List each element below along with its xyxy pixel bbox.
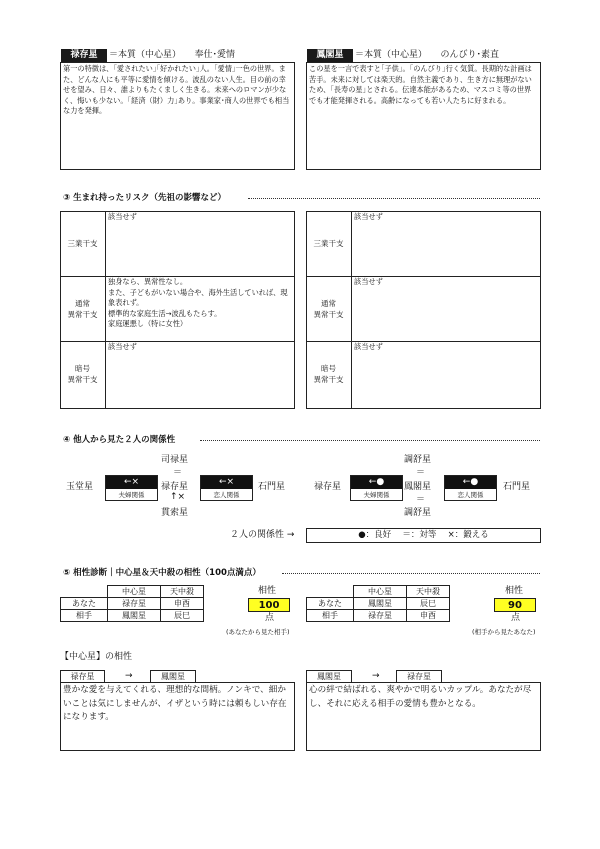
- compat-left-header-star: 中心星: [107, 585, 161, 598]
- risk-right-divider-v: [351, 211, 352, 409]
- center-compat-right-body: 心の絆で結ばれる、爽やかで明るいカップル。あなたが尽し、それに応える相手の愛情も豊かとなる。: [309, 685, 532, 709]
- rel-left-center-star: 禄存星: [161, 482, 189, 492]
- rel-left-box-lover-mark: ←×: [201, 476, 252, 489]
- compat-left-partner-star: 鳳閣星: [107, 609, 161, 622]
- risk-left-row2-text: 独身なら、異常性なし。 また、子どもがいない場合や、海外生活していれば、現象表れず。 標準的な家庭生活→波乱もたらす。 家庭運悪し（特に女性）: [108, 277, 288, 329]
- center-compat-right-to: 禄存星: [396, 670, 442, 683]
- rel-right-eq-top: ＝: [416, 468, 426, 478]
- rel-left-box-lover: [200, 475, 253, 501]
- risk-right-label-sangyo: 三業干支: [313, 239, 344, 248]
- rel-left-outer-right: 石門星: [258, 482, 286, 492]
- compat-left-partner-label: 相手: [60, 609, 108, 622]
- center-compat-left-from: 禄存星: [60, 670, 105, 683]
- compat-left-score: 100: [248, 598, 290, 612]
- rel-left-outer-left: 玉堂星: [66, 482, 94, 492]
- compat-right-score: 90: [494, 598, 536, 612]
- risk-left-divider-v: [105, 211, 106, 409]
- risk-label-normal-abnormal: 通常 異常干支: [67, 299, 98, 319]
- compat-right-partner-star: 禄存星: [353, 609, 407, 622]
- compat-left-partner-void: 辰巳: [160, 609, 204, 622]
- risk-right-row3-text: 該当せず: [354, 342, 383, 351]
- risk-left-row3-text: 該当せず: [108, 342, 137, 351]
- compat-right-header-void: 天中殺: [406, 585, 450, 598]
- compat-left-you-star: 禄存星: [107, 597, 161, 610]
- compat-section-title: ⑤ 相性診断｜中心星＆天中殺の相性（100点満点）: [63, 568, 261, 578]
- risk-right-label-cipher-abnormal: 暗号 異常干支: [313, 364, 344, 384]
- risk-left-row1-text: 該当せず: [108, 212, 137, 221]
- rel-right-eq-bottom: ＝: [416, 495, 426, 505]
- compat-left-score-label: 相性: [258, 586, 277, 596]
- rel-right-outer-left: 禄存星: [314, 482, 342, 492]
- rel-right-box-marital: [350, 475, 403, 501]
- relationship-legend-label: ２人の関係性 →: [230, 530, 295, 540]
- center-compat-left-arrow: →: [125, 671, 133, 681]
- rel-right-bottom-star: 調舒星: [404, 508, 432, 518]
- main-star-right-subtitle: ＝本質（中心星） のんびり･素直: [355, 50, 500, 60]
- rel-right-outer-right: 石門星: [503, 482, 531, 492]
- compat-left-header-void: 天中殺: [160, 585, 204, 598]
- rel-right-box-lover: [444, 475, 497, 501]
- rel-right-box-lover-mark: ←●: [445, 476, 496, 489]
- rel-left-box-marital: [105, 475, 158, 501]
- rel-right-box-lover-label: 恋人関係: [457, 491, 484, 499]
- risk-section-rule: [248, 198, 540, 199]
- risk-label-cipher-abnormal: 暗号 異常干支: [67, 364, 98, 384]
- compat-right-note: (相手から見たあなた): [472, 628, 536, 636]
- rel-left-cross: ↑×: [170, 492, 186, 502]
- center-compat-title: 【中心星】の相性: [60, 652, 133, 662]
- compat-right-partner-label: 相手: [306, 609, 354, 622]
- rel-right-box-marital-label: 夫婦関係: [363, 491, 390, 499]
- rel-left-box-marital-label: 夫婦関係: [118, 491, 145, 499]
- relationship-section-rule: [200, 440, 540, 441]
- rel-left-box-lover-label: 恋人関係: [213, 491, 240, 499]
- center-compat-left-box: [60, 682, 295, 751]
- risk-right-label-normal-abnormal: 通常 異常干支: [313, 299, 344, 319]
- relationship-legend-text: ●：良好 ＝：対等 ×：鍛える: [358, 530, 489, 540]
- compat-right-header-star: 中心星: [353, 585, 407, 598]
- compat-left-you-label: あなた: [60, 597, 108, 610]
- risk-section-title: ③ 生まれ持ったリスク（先祖の影響など）: [63, 193, 226, 203]
- center-compat-left-body: 豊かな愛を与えてくれる、理想的な間柄。ノンキで、細かいことは気にしませんが、イザという時には頼もしい存在になります。: [63, 685, 287, 722]
- compat-right-you-label: あなた: [306, 597, 354, 610]
- main-star-left-box: [60, 62, 295, 170]
- compat-section-rule: [282, 573, 540, 574]
- main-star-left-tag: 禄存星: [61, 49, 107, 62]
- main-star-left-body: 第一の特徴は、｢愛されたい｣｢好かれたい｣人。｢愛情｣一色の世界。また、どんな人にも平等に愛情を傾ける。波乱のない人生。目の前の幸せを望み、日々、誰よりもたくましく生きる。未来へのロマンが少なく、悔いも少ない。｢経済（財）力｣あり。事業家･商人の世界でも相当な力を発揮。: [63, 64, 290, 116]
- relationship-legend-box: [306, 528, 541, 543]
- main-star-right-box: [306, 62, 541, 170]
- main-star-right-body: この星を一言で表すと｢子供｣。｢のんびり｣行く気質。長期的な計画は苦手。未来に対しては楽天的。自然主義であり、生き方に無理がないため、｢長寿の星｣とされる。伝達本能があるため、マスコミ等の世界でも才能発揮される。高齢になっても若い人たちに好まれる。: [309, 64, 532, 105]
- rel-right-box-marital-mark: ←●: [351, 476, 402, 489]
- compat-left-you-void: 申酉: [160, 597, 204, 610]
- rel-left-top-star: 司禄星: [161, 455, 189, 465]
- main-star-right-tag: 鳳閣星: [307, 49, 353, 62]
- rel-right-top-star: 調舒星: [404, 455, 432, 465]
- center-compat-right-box: [306, 682, 541, 751]
- compat-right-you-void: 辰巳: [406, 597, 450, 610]
- center-compat-right-from: 鳳閣星: [306, 670, 352, 683]
- risk-label-sangyo: 三業干支: [67, 239, 98, 248]
- risk-right-row1-text: 該当せず: [354, 212, 383, 221]
- compat-right-you-star: 鳳閣星: [353, 597, 407, 610]
- rel-left-bottom-star: 貫索星: [161, 508, 189, 518]
- rel-left-box-marital-mark: ←×: [106, 476, 157, 489]
- compat-right-unit: 点: [511, 613, 521, 623]
- rel-right-center-star: 鳳閣星: [404, 482, 432, 492]
- compat-right-partner-void: 申酉: [406, 609, 450, 622]
- rel-left-eq-top: ＝: [173, 468, 183, 478]
- center-compat-left-to: 鳳閣星: [150, 670, 196, 683]
- relationship-section-title: ④ 他人から見た２人の関係性: [63, 435, 176, 445]
- main-star-left-subtitle: ＝本質（中心星） 奉仕･愛情: [109, 50, 236, 60]
- compat-right-score-label: 相性: [505, 586, 524, 596]
- risk-right-row2-text: 該当せず: [354, 277, 383, 286]
- center-compat-right-arrow: →: [372, 671, 380, 681]
- compat-left-unit: 点: [265, 613, 275, 623]
- compat-left-note: (あなたから見た相手): [226, 628, 290, 636]
